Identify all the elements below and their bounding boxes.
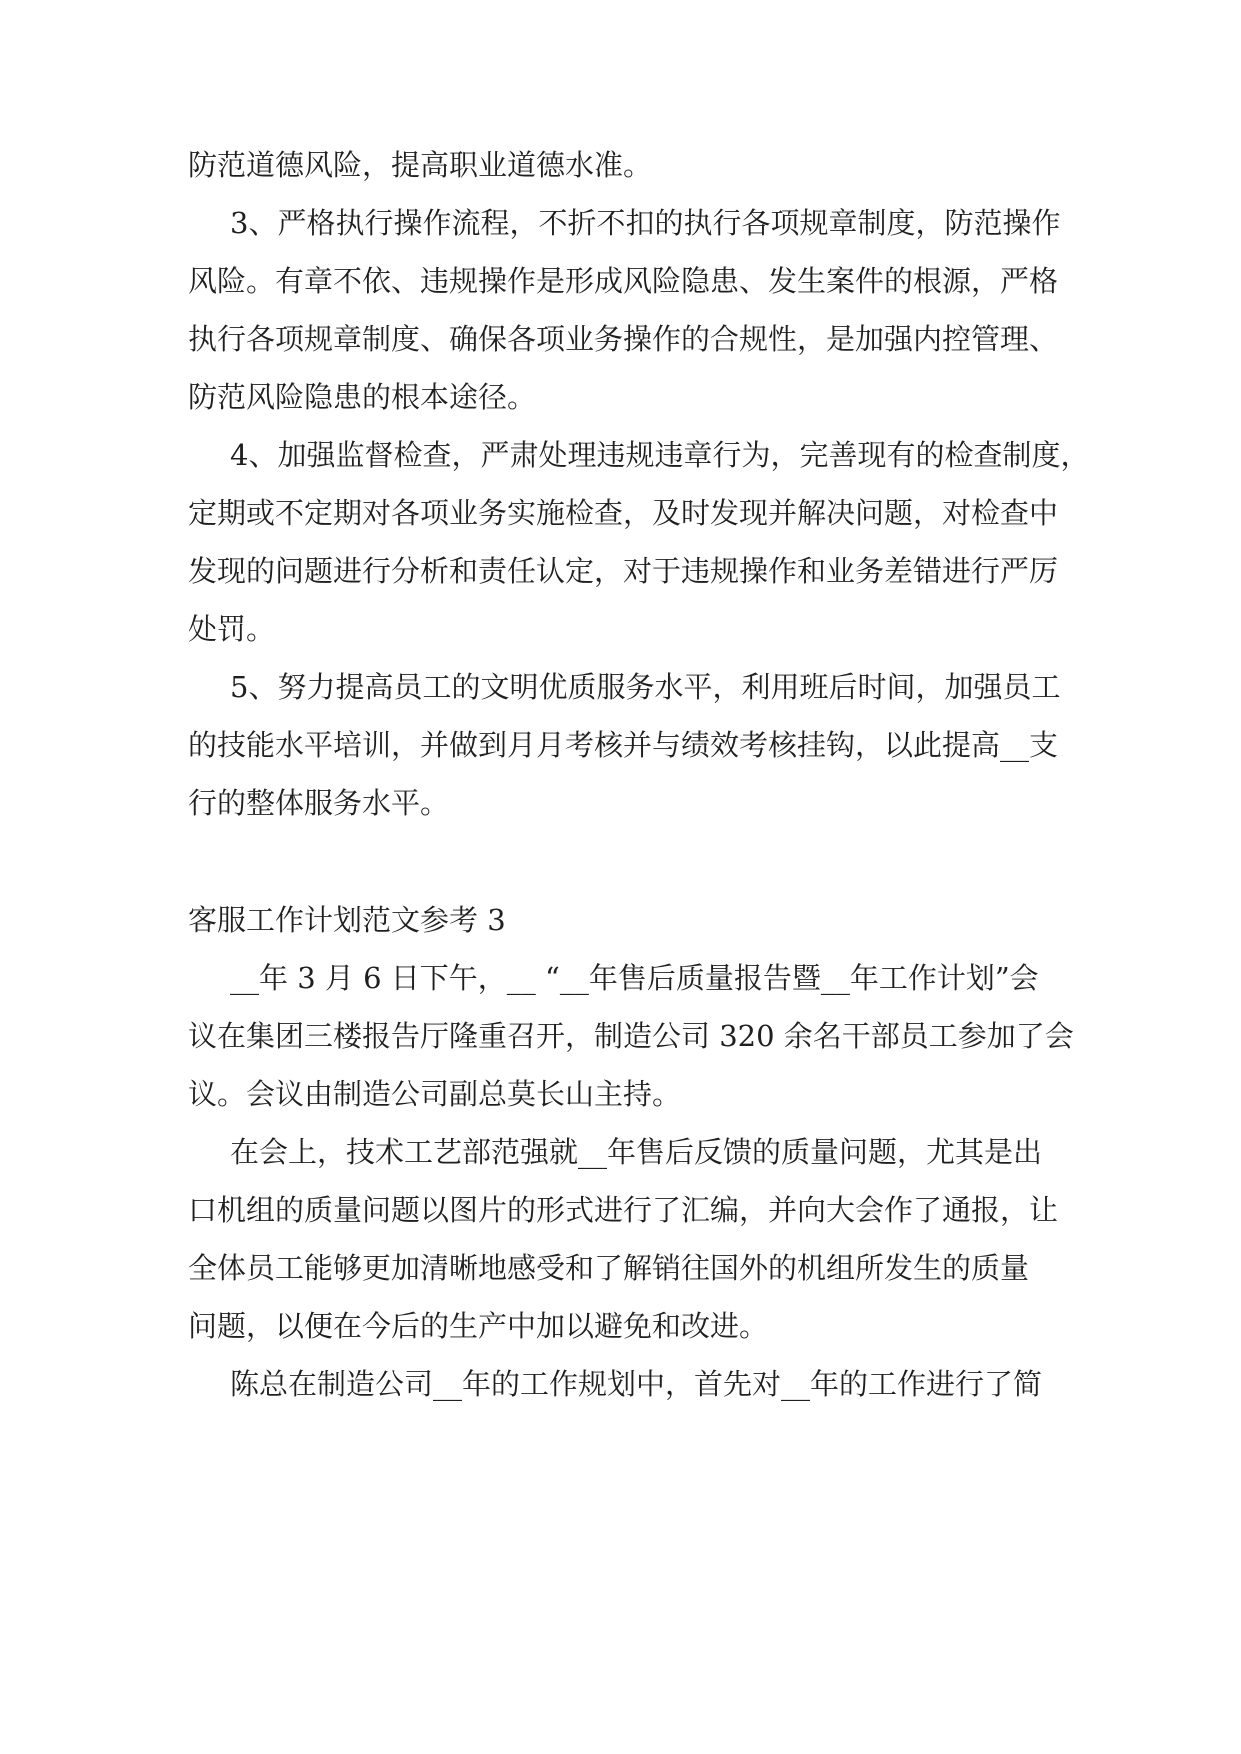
text-line: 处罚。	[188, 612, 276, 646]
text-line: 行的整体服务水平。	[188, 786, 450, 820]
text-line: 问题，以便在今后的生产中加以避免和改进。	[188, 1309, 769, 1343]
text-line: 防范风险隐患的根本途径。	[188, 380, 537, 414]
text-line: 陈总在制造公司__年的工作规划中，首先对__年的工作进行了简	[230, 1367, 1043, 1401]
text-line: 发现的问题进行分析和责任认定，对于违规操作和业务差错进行严厉	[188, 554, 1059, 588]
text-line: 全体员工能够更加清晰地感受和了解销往国外的机组所发生的质量	[188, 1251, 1030, 1285]
text-line: 议在集团三楼报告厅隆重召开，制造公司 320 余名干部员工参加了会	[188, 1019, 1074, 1053]
text-line: 定期或不定期对各项业务实施检查，及时发现并解决问题，对检查中	[188, 496, 1059, 530]
text-line: 风险。有章不依、违规操作是形成风险隐患、发生案件的根源，严格	[188, 264, 1059, 298]
text-line: 在会上，技术工艺部范强就__年售后反馈的质量问题，尤其是出	[230, 1135, 1043, 1169]
text-line: __年 3 月 6 日下午，__ “__年售后质量报告暨__年工作计划”会	[230, 961, 1039, 995]
text-line: 执行各项规章制度、确保各项业务操作的合规性，是加强内控管理、	[188, 322, 1059, 356]
text-line: 议。会议由制造公司副总莫长山主持。	[188, 1077, 682, 1111]
text-line: 的技能水平培训，并做到月月考核并与绩效考核挂钩，以此提高__支	[188, 728, 1059, 762]
text-line: 5、努力提高员工的文明优质服务水平，利用班后时间，加强员工	[230, 670, 1061, 704]
text-line: 防范道德风险，提高职业道德水准。	[188, 148, 653, 182]
text-line: 口机组的质量问题以图片的形式进行了汇编，并向大会作了通报，让	[188, 1193, 1059, 1227]
text-line: 3、严格执行操作流程，不折不扣的执行各项规章制度，防范操作	[230, 206, 1061, 240]
text-line: 4、加强监督检查，严肃处理违规违章行为，完善现有的检查制度，	[230, 438, 1090, 472]
section-heading: 客服工作计划范文参考 3	[188, 903, 506, 937]
